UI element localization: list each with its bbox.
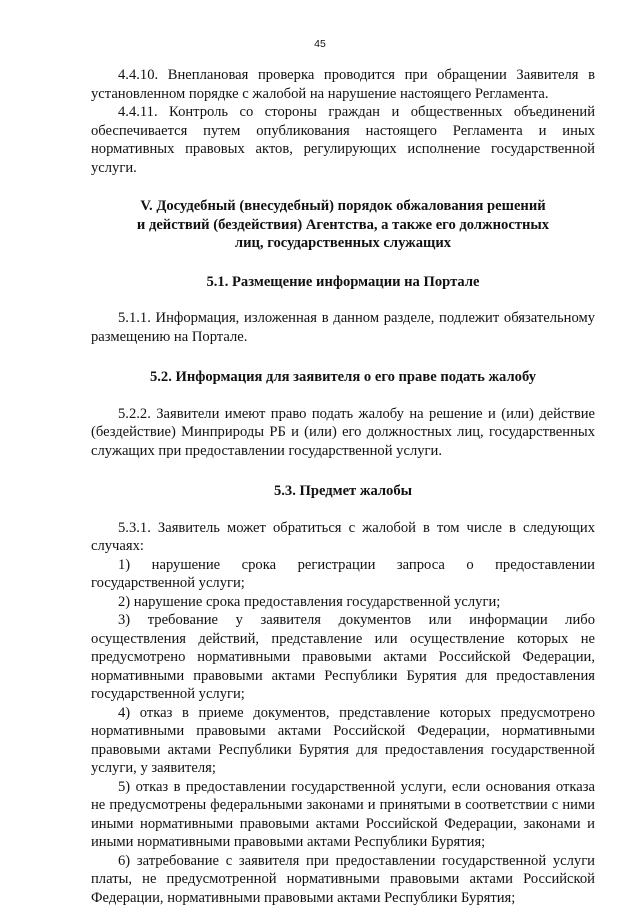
paragraph-5-3-1: 5.3.1. Заявитель может обратиться с жалобой в том числе в следующих случаях: — [91, 519, 595, 556]
section-v-title-line3: лиц, государственных служащих — [91, 234, 595, 253]
list-item-4: 4) отказ в приеме документов, представление которых предусмотрено нормативными правовыми актами Российской Федерации, нормативными правовыми актами Республики Бурятия для предоставления государственной услуги, у заявителя; — [91, 704, 595, 778]
section-v-title — [91, 197, 595, 253]
list-item-1: 1) нарушение срока регистрации запроса о предоставлении государственной услуги; — [91, 556, 595, 593]
subsection-5-2-title: 5.2. Информация для заявителя о его праве подать жалобу — [91, 368, 595, 387]
page-number: 45 — [0, 38, 640, 50]
paragraph-5-2-2: 5.2.2. Заявители имеют право подать жалобу на решение и (или) действие (бездействие) Минприроды РБ и (или) его должностных лиц, государственных служащих при предоставлении государственной услуги. — [91, 405, 595, 461]
subsection-5-1-title: 5.1. Размещение информации на Портале — [91, 273, 595, 292]
subsection-5-3-title: 5.3. Предмет жалобы — [91, 482, 595, 501]
document-body — [91, 66, 595, 907]
section-v-title-line2: и действий (бездействия) Агентства, а также его должностных — [91, 216, 595, 235]
list-item-5: 5) отказ в предоставлении государственной услуги, если основания отказа не предусмотрены федеральными законами и принятыми в соответствии с ними иными нормативными правовыми актами Российской Федерации, законами и иными нормативными правовыми актами Республики Бурятия; — [91, 778, 595, 852]
paragraph-4-4-10: 4.4.10. Внеплановая проверка проводится при обращении Заявителя в установленном порядке с жалобой на нарушение настоящего Регламента. — [91, 66, 595, 103]
paragraph-4-4-11: 4.4.11. Контроль со стороны граждан и общественных объединений обеспечивается путем опубликования настоящего Регламента и иных нормативных правовых актов, регулирующих исполнение государственной услуги. — [91, 103, 595, 177]
list-item-2: 2) нарушение срока предоставления государственной услуги; — [91, 593, 595, 612]
paragraph-5-1-1: 5.1.1. Информация, изложенная в данном разделе, подлежит обязательному размещению на Портале. — [91, 309, 595, 346]
list-item-3: 3) требование у заявителя документов или информации либо осуществления действий, представление или осуществление которых не предусмотрено нормативными правовыми актами Российской Федерации, нормативными правовыми актами Республики Бурятия для предоставления государственной услуги; — [91, 611, 595, 704]
section-v-title-line1: V. Досудебный (внесудебный) порядок обжалования решений — [91, 197, 595, 216]
list-item-6: 6) затребование с заявителя при предоставлении государственной услуги платы, не предусмотренной нормативными правовыми актами Российской Федерации, нормативными правовыми актами Республики Бурятия; — [91, 852, 595, 907]
